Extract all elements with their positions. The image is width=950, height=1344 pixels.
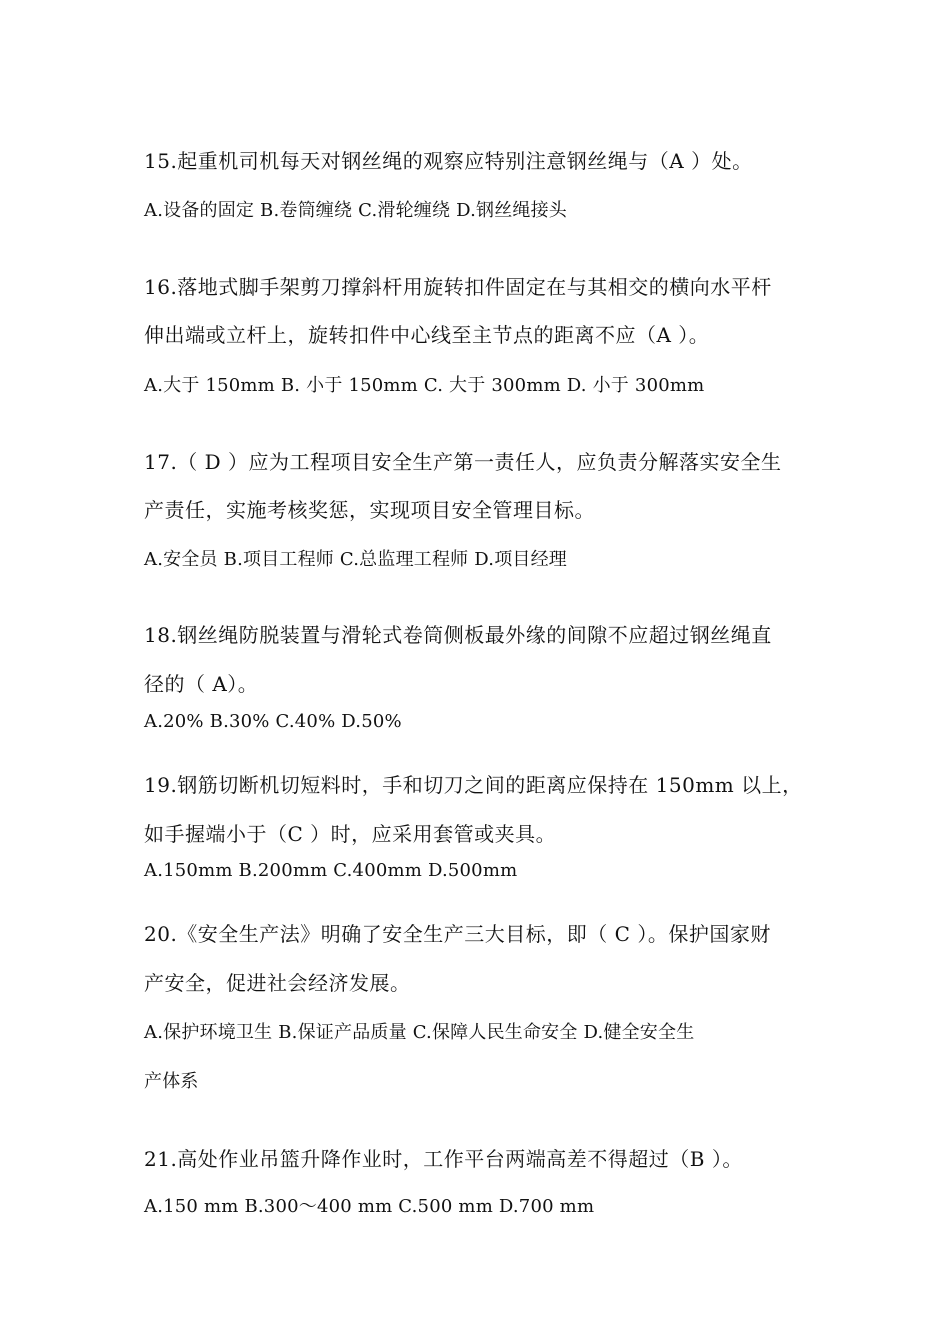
question-20-options-line-1: A.保护环境卫生 B.保证产品质量 C.保障人民生命安全 D.健全安全生 (144, 1022, 695, 1043)
question-17-options: A.安全员 B.项目工程师 C.总监理工程师 D.项目经理 (144, 549, 567, 570)
question-20-options-line-2: 产体系 (144, 1071, 199, 1092)
question-19-line-2: 如手握端小于（C ）时，应采用套管或夹具。 (144, 822, 557, 846)
question-21-line-1: 21.高处作业吊篮升降作业时，工作平台两端高差不得超过（B ）。 (144, 1147, 743, 1171)
question-18-options: A.20% B.30% C.40% D.50% (144, 711, 402, 732)
question-19-line-1: 19.钢筋切断机切短料时，手和切刀之间的距离应保持在 150mm 以上， (144, 773, 803, 797)
question-18-line-2: 径的（ A）。 (144, 672, 259, 696)
question-21-options: A.150 mm B.300～400 mm C.500 mm D.700 mm (144, 1196, 595, 1217)
question-15-line-1: 15.起重机司机每天对钢丝绳的观察应特别注意钢丝绳与（A ）处。 (144, 149, 753, 173)
question-16-line-1: 16.落地式脚手架剪刀撑斜杆用旋转扣件固定在与其相交的横向水平杆 (144, 275, 772, 299)
question-20-line-2: 产安全，促进社会经济发展。 (144, 971, 411, 995)
question-18-line-1: 18.钢丝绳防脱装置与滑轮式卷筒侧板最外缘的间隙不应超过钢丝绳直 (144, 623, 772, 647)
question-20-line-1: 20.《安全生产法》明确了安全生产三大目标，即（ C ）。保护国家财 (144, 922, 771, 946)
question-15-options: A.设备的固定 B.卷筒缠绕 C.滑轮缠绕 D.钢丝绳接头 (144, 200, 567, 221)
question-17-line-2: 产责任，实施考核奖惩，实现项目安全管理目标。 (144, 498, 595, 522)
question-17-line-1: 17.（ D ）应为工程项目安全生产第一责任人，应负责分解落实安全生 (144, 450, 782, 474)
question-19-options: A.150mm B.200mm C.400mm D.500mm (144, 860, 518, 881)
question-16-line-2: 伸出端或立杆上，旋转扣件中心线至主节点的距离不应（A ）。 (144, 323, 710, 347)
question-16-options: A.大于 150mm B. 小于 150mm C. 大于 300mm D. 小于 300mm (144, 375, 705, 396)
